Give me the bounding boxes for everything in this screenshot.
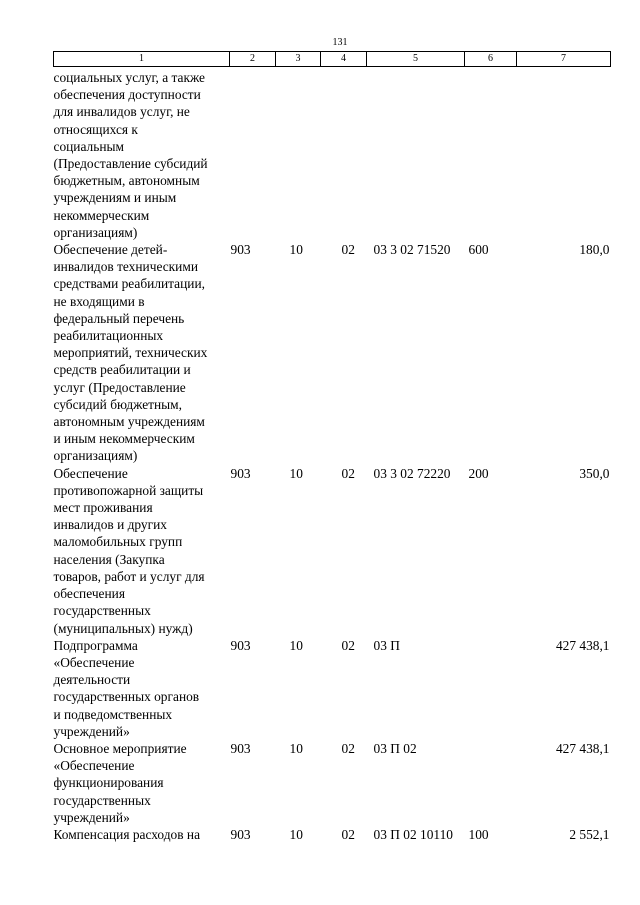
row-amount [517, 67, 611, 242]
row-grbs-code: 903 [230, 740, 251, 756]
column-header-7: 7 [517, 52, 611, 67]
row-name-line: обеспечения [53, 586, 125, 602]
row-grbs-code: 903 [230, 637, 251, 653]
row-name-line: федеральный перечень [53, 310, 185, 326]
row-name-line: учреждениям и иным [53, 190, 177, 206]
row-expense-type: 200 [468, 465, 489, 481]
budget-table [53, 51, 611, 843]
row-name-line: для инвалидов услуг, не [53, 104, 190, 120]
column-header-1: 1 [54, 52, 230, 67]
row-name-line: (муниципальных) нужд) [53, 620, 193, 636]
row-name-line: маломобильных групп [53, 534, 183, 550]
row-name-line: Обеспечение детей- [53, 242, 168, 258]
row-section-code: 10 [289, 465, 303, 481]
row-name-line: (Предоставление субсидий [53, 156, 208, 172]
row-name-line: мероприятий, технических [53, 345, 208, 361]
row-name-line: социальным [53, 138, 124, 154]
row-name-line: инвалидов техническими [53, 259, 198, 275]
table-row [54, 826, 611, 843]
row-amount: 2 552,1 [569, 826, 610, 842]
column-header-6: 6 [465, 52, 517, 67]
table-row [54, 465, 611, 637]
row-target-article: 03 3 02 72220 [373, 465, 451, 481]
row-name [54, 67, 230, 242]
column-header-5: 5 [367, 52, 465, 67]
row-name-line: «Обеспечение [53, 654, 135, 670]
row-grbs-code [230, 67, 276, 242]
row-target-article: 03 П 02 10110 [373, 826, 453, 842]
table-body [54, 67, 611, 844]
row-section-code: 10 [289, 826, 303, 842]
row-name-line: субсидий бюджетным, [53, 396, 183, 412]
row-expense-type [465, 740, 517, 826]
column-header-2: 2 [230, 52, 276, 67]
row-target-article: 03 П 02 [373, 740, 417, 756]
row-name-line: функционирования [53, 775, 164, 791]
row-name-line: бюджетным, автономным [53, 173, 200, 189]
row-name-line: Подпрограмма [53, 637, 138, 653]
column-header-3: 3 [276, 52, 321, 67]
row-name-line: средств реабилитации и [53, 362, 191, 378]
row-name-line: Основное мероприятие [53, 740, 187, 756]
row-name-line: относящихся к [53, 121, 138, 137]
row-amount: 427 438,1 [555, 740, 610, 756]
row-name-line: государственных [53, 792, 151, 808]
row-name-line: товаров, работ и услуг для [53, 568, 205, 584]
row-amount: 350,0 [579, 465, 610, 481]
row-name-line: деятельности [53, 672, 131, 688]
column-header-4: 4 [321, 52, 367, 67]
row-expense-type [465, 637, 517, 740]
row-name-line: социальных услуг, а также [53, 70, 205, 85]
row-subsection-code [321, 67, 367, 242]
row-target-article [367, 67, 465, 242]
table-row [54, 740, 611, 826]
row-section-code: 10 [289, 637, 303, 653]
row-name-line: мест проживания [53, 500, 153, 516]
table-row [54, 67, 611, 242]
table-row [54, 637, 611, 740]
row-target-article: 03 3 02 71520 [373, 242, 451, 258]
row-name-line: автономным учреждениям [53, 414, 205, 430]
row-name-line: реабилитационных [53, 328, 164, 344]
row-name-line: государственных [53, 603, 151, 619]
row-name-line: населения (Закупка [53, 551, 165, 567]
row-name-line: учреждений» [53, 809, 130, 825]
row-amount: 427 438,1 [555, 637, 610, 653]
row-section-code [276, 67, 321, 242]
row-subsection-code: 02 [341, 637, 355, 653]
row-subsection-code: 02 [341, 242, 355, 258]
header-row [54, 52, 611, 67]
row-name-line: государственных органов [53, 689, 200, 705]
row-name-line: учреждений» [53, 723, 130, 739]
row-grbs-code: 903 [230, 826, 251, 842]
row-grbs-code: 903 [230, 242, 251, 258]
row-name [54, 465, 230, 637]
table-header [54, 52, 611, 67]
row-name [54, 740, 230, 826]
row-name-line: и иным некоммерческим [53, 431, 195, 447]
row-name-line: Обеспечение [53, 465, 128, 481]
row-name [54, 826, 230, 843]
row-section-code: 10 [289, 242, 303, 258]
row-name-line: некоммерческим [53, 207, 150, 223]
row-name [54, 637, 230, 740]
row-name-line: услуг (Предоставление [53, 379, 186, 395]
row-subsection-code: 02 [341, 826, 355, 842]
row-name-line: противопожарной защиты [53, 482, 204, 498]
row-name-line: «Обеспечение [53, 758, 135, 774]
row-name-line: средствами реабилитации, [53, 276, 205, 292]
row-amount: 180,0 [579, 242, 610, 258]
row-expense-type: 100 [468, 826, 489, 842]
row-expense-type [465, 67, 517, 242]
row-name-line: и подведомственных [53, 706, 173, 722]
row-name-line: инвалидов и других [53, 517, 167, 533]
row-name-line: обеспечения доступности [53, 87, 201, 103]
table-row [54, 241, 611, 465]
row-name-line: Компенсация расходов на [53, 826, 201, 842]
row-subsection-code: 02 [341, 465, 355, 481]
row-section-code: 10 [289, 740, 303, 756]
row-name [54, 241, 230, 465]
row-subsection-code: 02 [341, 740, 355, 756]
page-number: 131 [332, 37, 348, 48]
row-name-line: организациям) [53, 448, 138, 464]
row-target-article: 03 П [373, 637, 400, 653]
row-expense-type: 600 [468, 242, 489, 258]
row-grbs-code: 903 [230, 465, 251, 481]
row-name-line: организациям) [53, 224, 138, 240]
row-name-line: не входящими в [53, 293, 145, 309]
